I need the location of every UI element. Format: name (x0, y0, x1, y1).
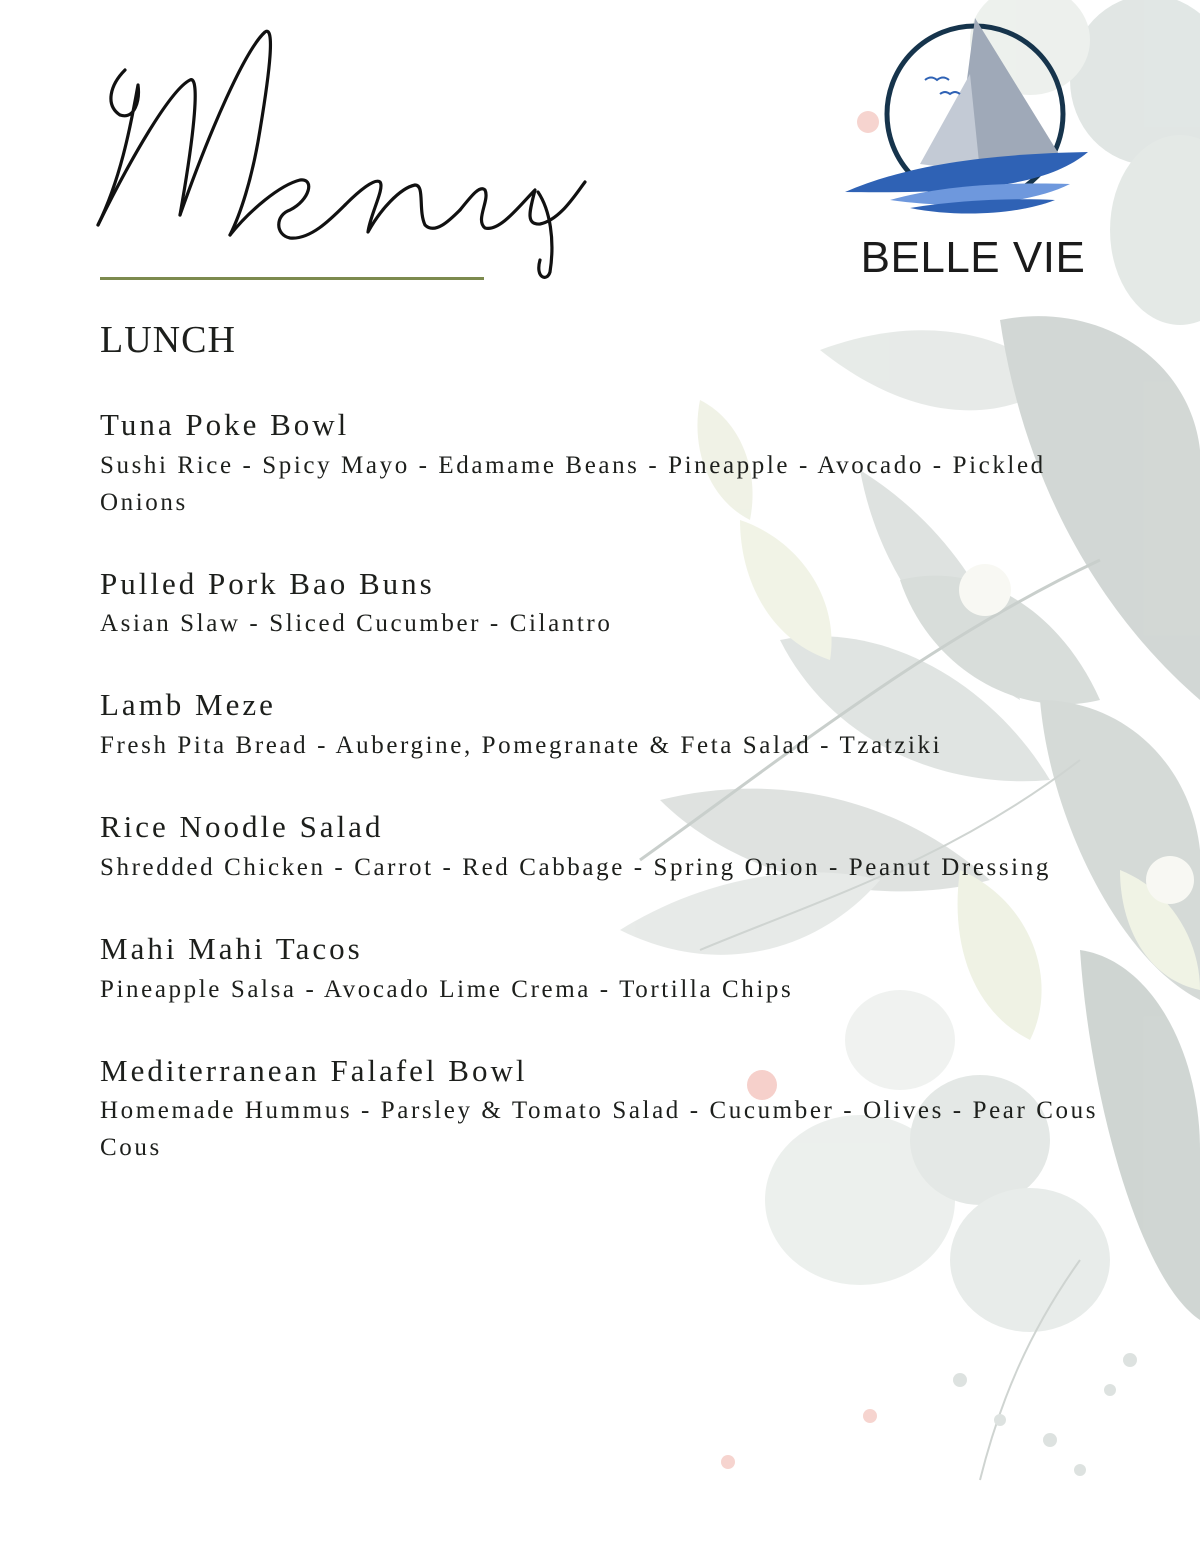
dish-name: Tuna Poke Bowl (100, 406, 350, 442)
dish-description: Shredded Chicken - Carrot - Red Cabbage - Spring Onion - Peanut Dressing (100, 853, 1051, 881)
dish-item (100, 930, 1110, 1008)
dish-name: Rice Noodle Salad (100, 809, 384, 845)
belle-vie-logo (830, 14, 1100, 282)
dish-description: Asian Slaw - Sliced Cucumber - Cilantro (100, 610, 613, 638)
dish-item (100, 808, 1110, 886)
dish-description: Homemade Hummus - Parsley & Tomato Salad - Cucumber - Olives - Pear Cous Cous (100, 1097, 1099, 1162)
dish-name: Lamb Meze (100, 687, 276, 723)
dish-item (100, 686, 1110, 764)
dish-description: Sushi Rice - Spicy Mayo - Edamame Beans - Pineapple - Avocado - Pickled Onions (100, 451, 1046, 516)
menu-content (100, 320, 1110, 1210)
dish-description: Pineapple Salsa - Avocado Lime Crema - Tortilla Chips (100, 975, 794, 1003)
brand-name: BELLE VIE (860, 233, 1086, 282)
dish-item (100, 406, 1110, 521)
dish-item (100, 565, 1110, 643)
section-title: LUNCH (100, 319, 236, 361)
sailboat-icon (830, 14, 1100, 234)
dish-name: Mahi Mahi Tacos (100, 930, 363, 966)
menu-script-title (80, 10, 620, 285)
dish-item (100, 1052, 1110, 1167)
dish-name: Mediterranean Falafel Bowl (100, 1052, 528, 1088)
dish-name: Pulled Pork Bao Buns (100, 565, 435, 601)
title-divider (100, 277, 484, 280)
dish-description: Fresh Pita Bread - Aubergine, Pomegranate & Feta Salad - Tzatziki (100, 732, 943, 760)
